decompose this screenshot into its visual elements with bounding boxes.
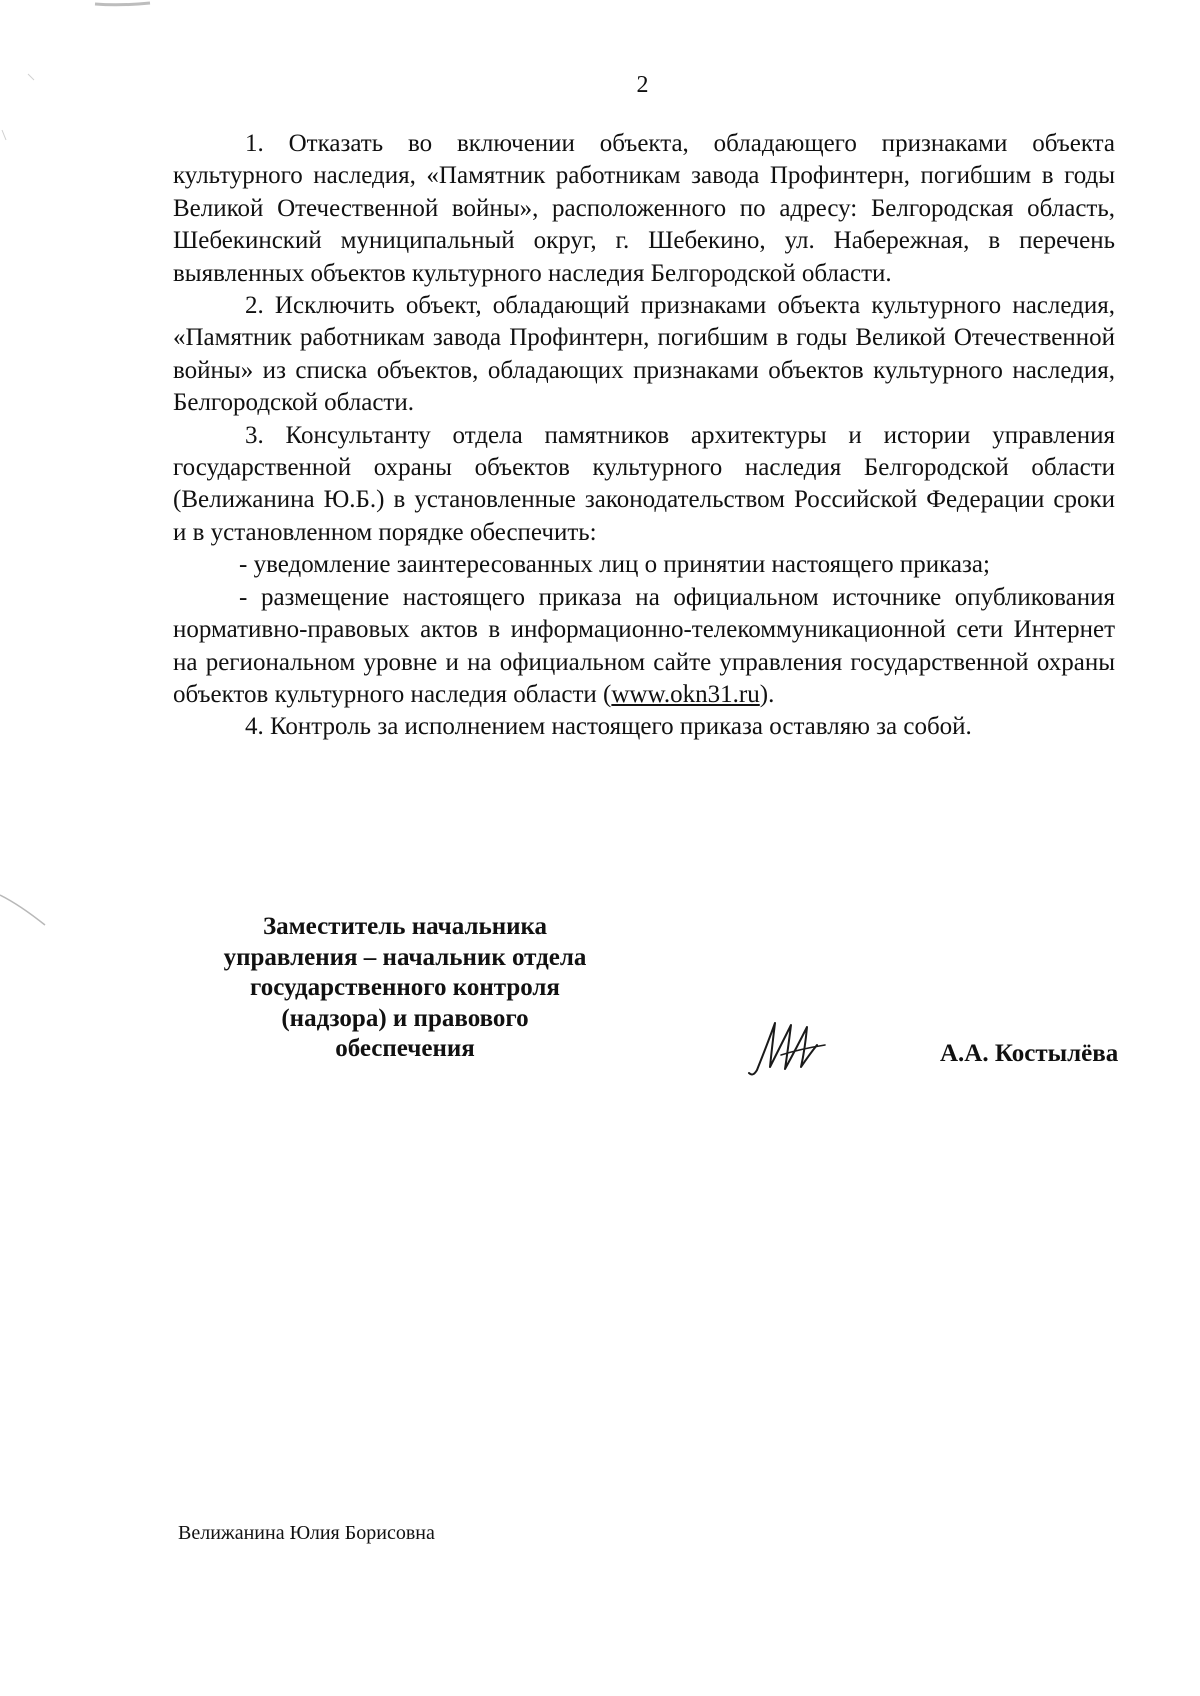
handwritten-signature	[745, 1015, 835, 1080]
position-line: государственного контроля	[250, 974, 560, 1002]
order-item-3: 3. Консультанту отдела памятников архитектуры и истории управления государственной охраны объектов культурного наследия Белгородской области (Велижанина Ю.Б.) в установленные законодательством Российской Федерации сроки и в установленном порядке обеспечить:	[173, 421, 1115, 546]
order-body	[173, 128, 1115, 744]
order-item-2: 2. Исключить объект, обладающий признаками объекта культурного наследия, «Памятник работникам завода Профинтерн, погибшим в годы Великой Отечественной войны» из списка объектов, обладающих признаками объектов культурного наследия, Белгородской области.	[173, 292, 1115, 417]
position-line: (надзора) и правового	[281, 1004, 529, 1032]
order-item-3-point-2	[173, 582, 1115, 712]
order-item-4: 4. Контроль за исполнением настоящего приказа оставляю за собой.	[245, 713, 972, 741]
order-item-3-point-1: - уведомление заинтересованных лиц о принятии настоящего приказа;	[239, 551, 990, 579]
link-close-paren: ).	[759, 680, 775, 708]
link-open-paren: (	[596, 680, 612, 708]
signer-name: А.А. Костылёва	[940, 1040, 1119, 1067]
position-line: обеспечения	[335, 1035, 475, 1063]
order-item-3-point-2-text: - размещение настоящего приказа на официальном источнике опубликования нормативно-правовых актов в информационно-телекоммуникационной сети Интернет на региональном уровне и на официальном сайте управления государственной охраны объектов культурного наследия области	[173, 583, 1115, 708]
signatory-position	[190, 912, 620, 1065]
order-item-1: 1. Отказать во включении объекта, обладающего признаками объекта культурного наследия, «Памятник работникам завода Профинтерн, погибшим в годы Великой Отечественной войны», расположенного по адресу: Белгородская область, Шебекинский муниципальный округ, г. Шебекино, ул. Набережная, в перечень выявленных объектов культурного наследия Белгородской области.	[173, 130, 1115, 287]
page-number: 2	[636, 72, 649, 98]
executor-name: Велижанина Юлия Борисовна	[178, 1522, 435, 1544]
position-line: Заместитель начальника	[262, 913, 548, 940]
position-line: управления – начальник отдела	[223, 943, 587, 971]
website-link[interactable]: www.okn31.ru	[611, 680, 760, 708]
